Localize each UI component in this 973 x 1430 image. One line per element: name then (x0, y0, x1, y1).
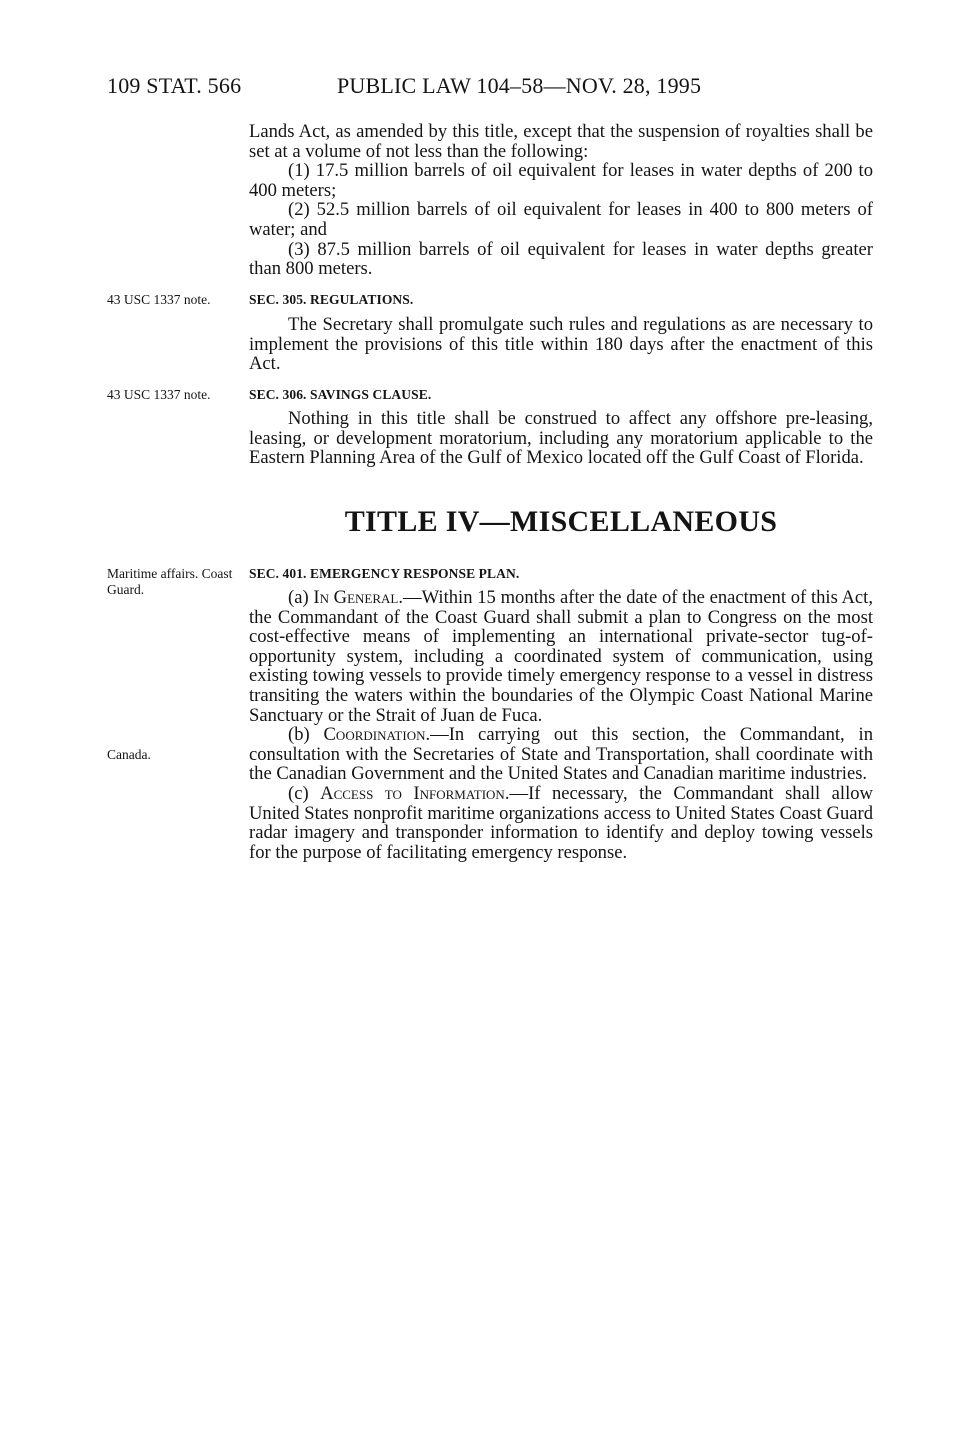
sec401-subsection-b (249, 725, 873, 784)
sec306-heading: SEC. 306. SAVINGS CLAUSE. (249, 387, 432, 402)
sec305-heading: SEC. 305. REGULATIONS. (249, 292, 414, 307)
sec305-text: The Secretary shall promulgate such rules and regulations as are necessary to implement the provisions of this title within 180 days after the enactment of this Act. (249, 314, 873, 375)
intro-paragraph: Lands Act, as amended by this title, except that the suspension of royalties shall be set at a volume of not less than the following: (249, 121, 873, 162)
sec401-heading: SEC. 401. EMERGENCY RESPONSE PLAN. (249, 566, 520, 581)
sec401-a-text: —Within 15 months after the date of the enactment of this Act, the Commandant of the Coast Guard shall submit a plan to Congress on the most cost-effective means of implementing an international private-sector tug-of-opportunity system, including a coordinated system of communication, using existing towing vessels to provide timely emergency response to a vessel in distress transiting the waters within the boundaries of the Olympic Coast National Marine Sanctuary or the Strait of Juan de Fuca. (249, 587, 874, 726)
sec401-subsection-c (249, 784, 873, 862)
intro-item-1-text: (1) 17.5 million barrels of oil equivalent for leases in water depths of 200 to 400 meters; (249, 160, 873, 201)
sec401-subsection-a (249, 588, 873, 725)
margin-note-sec305: 43 USC 1337 note. (107, 292, 211, 307)
stat-citation: 109 STAT. 566 (107, 73, 242, 98)
margin-note-canada: Canada. (107, 747, 151, 762)
sec401-c-label: (c) (288, 782, 321, 804)
public-law-citation: PUBLIC LAW 104–58—NOV. 28, 1995 (337, 73, 702, 98)
intro-item-3: (3) 87.5 million barrels of oil equivalent for leases in water depths greater than 800 meters. (249, 238, 873, 280)
sec401-a-label: (a) (288, 587, 314, 608)
intro-block (249, 122, 873, 279)
margin-note-sec401: Maritime affairs. Coast Guard. (107, 566, 233, 597)
sec305-block (249, 315, 873, 374)
sec401-a-caption: In General. (313, 587, 404, 608)
sec401-b-label: (b) (288, 724, 324, 746)
sec401-block (249, 588, 873, 862)
sec401-b-caption: Coordination. (323, 724, 431, 746)
sec306-block (249, 409, 873, 468)
intro-item-2: (2) 52.5 million barrels of oil equivalent for leases in 400 to 800 meters of water; and (249, 199, 873, 240)
sec401-c-text: —If necessary, the Commandant shall allow United States nonprofit maritime organizations access to United States Coast Guard radar imagery and transponder information to identify and deploy towing vessels for the purpose of facilitating emergency response. (249, 782, 873, 863)
sec401-b-text: —In carrying out this section, the Commandant, in consultation with the Secretaries of State and Transportation, shall coordinate with the Canadian Government and the United States and Canadian maritime industries. (249, 724, 873, 785)
intro-item-1 (249, 161, 873, 200)
title-iv-heading: TITLE IV—MISCELLANEOUS (344, 505, 778, 538)
sec306-text: Nothing in this title shall be construed to affect any offshore pre-leasing, leasing, or development moratorium, including any moratorium applicable to the Eastern Planning Area of the Gulf of Mexico located off the Gulf Coast of Florida. (249, 408, 873, 469)
sec401-c-caption: Access to Information. (320, 782, 510, 804)
margin-note-sec306: 43 USC 1337 note. (107, 387, 211, 402)
